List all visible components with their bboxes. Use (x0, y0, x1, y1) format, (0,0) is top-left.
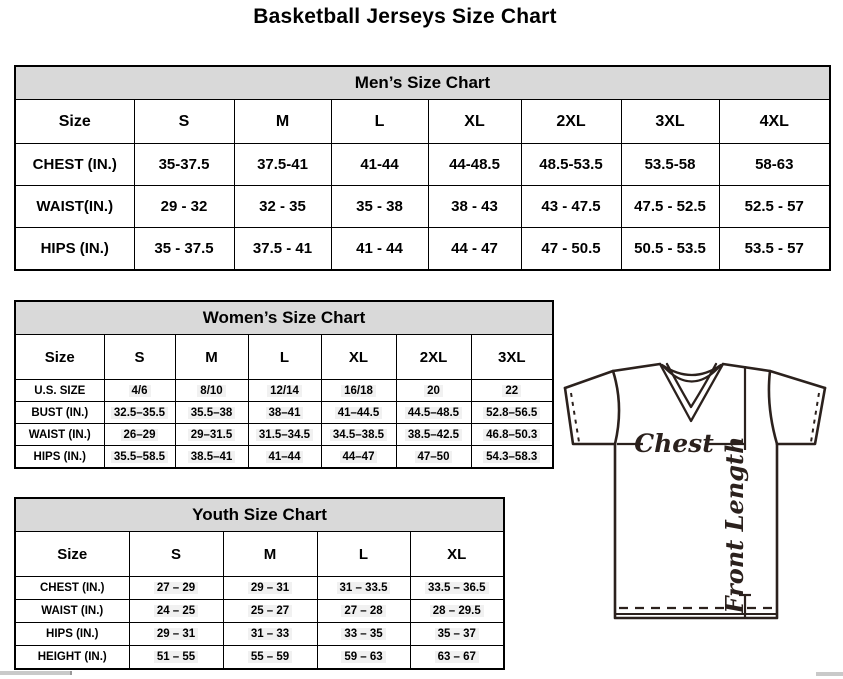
cell-value: 44.5–48.5 (405, 407, 462, 419)
womens-waist-row (15, 424, 553, 446)
jersey-measurement-diagram (562, 358, 836, 670)
cell-value: 31 – 33 (248, 628, 292, 640)
womens-size-xl: XL (321, 335, 396, 380)
cell-value: 32.5–35.5 (111, 407, 168, 419)
youth-waist-row (15, 600, 504, 623)
cell (396, 424, 471, 446)
womens-size-3xl: 3XL (471, 335, 553, 380)
youth-chest-row (15, 577, 504, 600)
cell (104, 380, 175, 402)
cell-value: 27 – 28 (341, 605, 385, 617)
cell (175, 446, 248, 469)
cell (248, 446, 321, 469)
cell (321, 380, 396, 402)
cell-value: 41–44.5 (335, 407, 383, 419)
cell-value: 44–47 (340, 451, 378, 463)
cell-value: 25 – 27 (248, 605, 292, 617)
cell-value: 28 – 29.5 (430, 605, 484, 617)
cell-value: 12/14 (267, 385, 302, 397)
cell (410, 623, 504, 646)
womens-hips-row (15, 446, 553, 469)
cell: 48.5-53.5 (521, 144, 621, 186)
womens-us-size-row (15, 380, 553, 402)
row-header: U.S. SIZE (15, 380, 104, 402)
cell (410, 646, 504, 670)
womens-size-m: M (175, 335, 248, 380)
womens-size-2xl: 2XL (396, 335, 471, 380)
cell-value: 24 – 25 (154, 605, 198, 617)
cell-value: 52.8–56.5 (483, 407, 540, 419)
womens-bust-row (15, 402, 553, 424)
cell-value: 59 – 63 (341, 651, 385, 663)
cell-value: 38.5–42.5 (405, 429, 462, 441)
mens-hips-row (15, 228, 830, 271)
cell: 35-37.5 (134, 144, 234, 186)
cell (104, 402, 175, 424)
mens-size-label: Size (15, 100, 134, 144)
cell (317, 623, 410, 646)
cell-value: 63 – 67 (435, 651, 479, 663)
cell-value: 47–50 (415, 451, 453, 463)
cell (471, 424, 553, 446)
cell-value: 54.3–58.3 (483, 451, 540, 463)
cell (223, 577, 317, 600)
cell-value: 35 – 37 (435, 628, 479, 640)
mens-waist-row (15, 186, 830, 228)
womens-size-l: L (248, 335, 321, 380)
cell: 37.5-41 (234, 144, 331, 186)
cell-value: 35.5–58.5 (111, 451, 168, 463)
row-header: BUST (IN.) (15, 402, 104, 424)
cell: 47 - 50.5 (521, 228, 621, 271)
cell (321, 446, 396, 469)
cell (321, 402, 396, 424)
cell (175, 424, 248, 446)
youth-height-row (15, 646, 504, 670)
front-length-label: Front Length (720, 436, 749, 614)
chest-label: Chest (634, 429, 714, 458)
mens-size-4xl: 4XL (719, 100, 830, 144)
cell: 50.5 - 53.5 (621, 228, 719, 271)
cell (129, 600, 223, 623)
youth-size-xl: XL (410, 532, 504, 577)
cell (248, 424, 321, 446)
cell: 44-48.5 (428, 144, 521, 186)
cell (410, 600, 504, 623)
cell: 35 - 37.5 (134, 228, 234, 271)
cell (248, 402, 321, 424)
womens-size-s: S (104, 335, 175, 380)
row-header: WAIST(IN.) (15, 186, 134, 228)
mens-size-chart-table (14, 65, 831, 271)
row-header: CHEST (IN.) (15, 577, 129, 600)
mens-size-xl: XL (428, 100, 521, 144)
cell (317, 600, 410, 623)
cell: 53.5 - 57 (719, 228, 830, 271)
cell-value: 55 – 59 (248, 651, 292, 663)
youth-chart-header: Youth Size Chart (15, 498, 504, 532)
youth-size-s: S (129, 532, 223, 577)
cell: 43 - 47.5 (521, 186, 621, 228)
cell-value: 27 – 29 (154, 582, 198, 594)
mens-size-m: M (234, 100, 331, 144)
cell-value: 46.8–50.3 (483, 429, 540, 441)
cell-value: 34.5–38.5 (330, 429, 387, 441)
cell (248, 380, 321, 402)
cell (396, 446, 471, 469)
scrollbar-thumb[interactable] (816, 672, 843, 676)
page-title: Basketball Jerseys Size Chart (253, 5, 557, 28)
cell (175, 402, 248, 424)
cell: 44 - 47 (428, 228, 521, 271)
youth-size-l: L (317, 532, 410, 577)
cell: 52.5 - 57 (719, 186, 830, 228)
cell-value: 29 – 31 (248, 582, 292, 594)
cell: 58-63 (719, 144, 830, 186)
cell: 32 - 35 (234, 186, 331, 228)
cell: 41 - 44 (331, 228, 428, 271)
cell-value: 33.5 – 36.5 (425, 582, 489, 594)
cell: 29 - 32 (134, 186, 234, 228)
cell: 53.5-58 (621, 144, 719, 186)
cell (396, 402, 471, 424)
jersey-collar (660, 364, 723, 421)
youth-size-m: M (223, 532, 317, 577)
row-header: HEIGHT (IN.) (15, 646, 129, 670)
cell-value: 31.5–34.5 (256, 429, 313, 441)
cell-value: 26–29 (121, 429, 159, 441)
mens-size-2xl: 2XL (521, 100, 621, 144)
cell: 47.5 - 52.5 (621, 186, 719, 228)
cell-value: 29–31.5 (188, 429, 236, 441)
cell (471, 380, 553, 402)
youth-size-chart-table (14, 497, 505, 670)
cell-value: 31 – 33.5 (337, 582, 391, 594)
cell-value: 41–44 (266, 451, 304, 463)
cell (321, 424, 396, 446)
cell (129, 623, 223, 646)
mens-size-s: S (134, 100, 234, 144)
cell (104, 446, 175, 469)
cell (317, 577, 410, 600)
cell-value: 51 – 55 (154, 651, 198, 663)
cell (129, 646, 223, 670)
cell (223, 623, 317, 646)
mens-size-3xl: 3XL (621, 100, 719, 144)
cell (317, 646, 410, 670)
row-header: HIPS (IN.) (15, 228, 134, 271)
cell (223, 600, 317, 623)
womens-size-label: Size (15, 335, 104, 380)
cell (396, 380, 471, 402)
cell-value: 38–41 (266, 407, 304, 419)
cell: 38 - 43 (428, 186, 521, 228)
cell-value: 16/18 (341, 385, 376, 397)
mens-size-l: L (331, 100, 428, 144)
cell: 35 - 38 (331, 186, 428, 228)
cell-value: 29 – 31 (154, 628, 198, 640)
mens-chart-header: Men’s Size Chart (15, 66, 830, 100)
cell-value: 22 (502, 385, 521, 397)
mens-chest-row (15, 144, 830, 186)
scrollbar-thumb[interactable] (0, 671, 72, 675)
womens-chart-header: Women’s Size Chart (15, 301, 553, 335)
cell (223, 646, 317, 670)
cell-value: 4/6 (129, 385, 151, 397)
cell (175, 380, 248, 402)
row-header: WAIST (IN.) (15, 600, 129, 623)
cell: 37.5 - 41 (234, 228, 331, 271)
cell (129, 577, 223, 600)
cell: 41-44 (331, 144, 428, 186)
row-header: HIPS (IN.) (15, 446, 104, 469)
row-header: CHEST (IN.) (15, 144, 134, 186)
cell-value: 35.5–38 (188, 407, 236, 419)
cell-value: 20 (424, 385, 443, 397)
row-header: HIPS (IN.) (15, 623, 129, 646)
cell (104, 424, 175, 446)
row-header: WAIST (IN.) (15, 424, 104, 446)
cell (471, 402, 553, 424)
cell-value: 8/10 (197, 385, 225, 397)
cell-value: 33 – 35 (341, 628, 385, 640)
cell (471, 446, 553, 469)
womens-size-chart-table (14, 300, 554, 469)
youth-size-label: Size (15, 532, 129, 577)
cell-value: 38.5–41 (188, 451, 236, 463)
youth-hips-row (15, 623, 504, 646)
cell (410, 577, 504, 600)
